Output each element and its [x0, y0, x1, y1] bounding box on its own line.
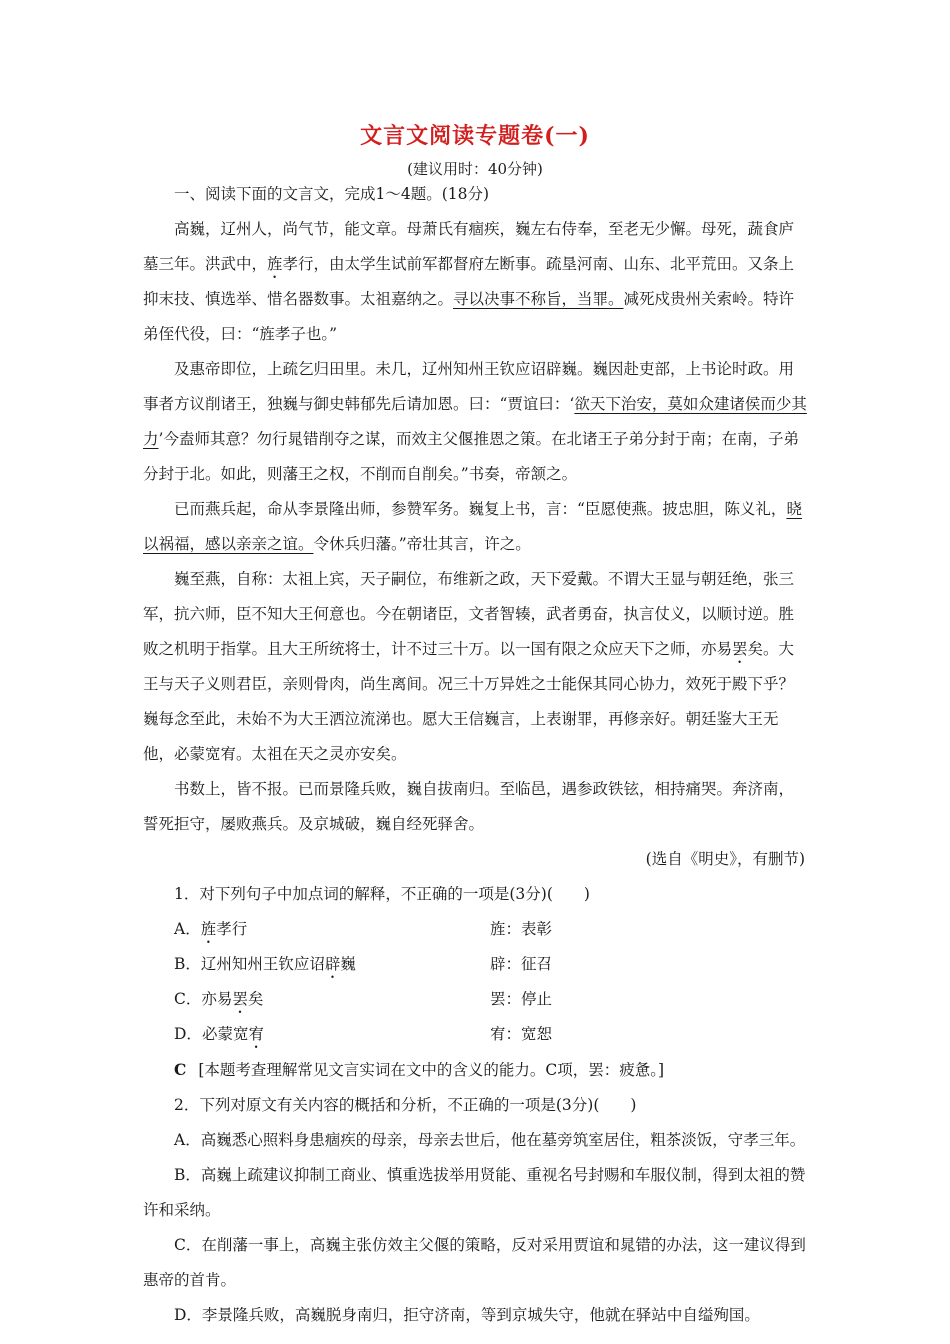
question-1-option-c: C．亦易罢矣 罢：停止 — [174, 990, 553, 1008]
passage-source: (选自《明史》，有删节) — [645, 850, 805, 868]
dotted-word: 旌 — [200, 920, 217, 938]
passage-paragraph-4: 巍至燕，自称：太祖上宾，天子嗣位，布维新之政，天下爱戴。不谓大王显与朝廷绝，张三军，抗六师，臣不知大王何意也。今在朝诸臣，文者智辏，武者勇奋，执言仗义，以顺讨逆。胜败之机明于指掌。且大王所统将士，计不过三十万。以一国有限之众应天下之师，亦易罢矣。大王与天子义则君臣，亲则骨肉，尚生离间。况三十万异姓之士能保其同心协力，效死于殿下乎？巍每念至此，未始不为大王洒泣流涕也。愿大王信巍言，上表谢罪，再修亲好。朝廷鉴大王无他，必蒙宽宥。太祖在天之灵亦安矣。 — [143, 570, 795, 763]
question-1-option-b: B．辽州知州王钦应诏辟巍 辟：征召 — [174, 955, 553, 973]
page-title: 文言文阅读专题卷(一) — [360, 123, 590, 149]
dotted-word: 罢 — [732, 640, 748, 658]
question-1-stem: 1．对下列句子中加点词的解释，不正确的一项是(3分)( ) — [174, 885, 590, 903]
underlined-sentence: 欲天下治安，莫如众建诸侯而少其力 — [143, 395, 807, 448]
dotted-word: 宥 — [248, 1025, 264, 1043]
question-1-option-a: A．旌孝行 旌：表彰 — [174, 920, 553, 938]
dotted-word: 罢 — [232, 990, 248, 1008]
passage-paragraph-2: 及惠帝即位，上疏乞归田里。未几，辽州知州王钦应诏辟巍。巍因赴吏部，上书论时政。用事者方议削诸王，独巍与御史韩郁先后请加恩。曰：“贾谊曰：‘欲天下治安，莫如众建诸侯而少其力’今盍师其意？勿行晁错削夺之谋，而效主父偃推恩之策。在北诸王子弟分封于南；在南，子弟分封于北。如此，则藩王之权，不削而自削矣。”书奏，帝颔之。 — [143, 360, 807, 483]
dotted-word: 辟 — [324, 955, 341, 973]
question-2-stem: 2．下列对原文有关内容的概括和分析，不正确的一项是(3分)( ) — [174, 1096, 637, 1114]
question-1-answer: C [本题考查理解常见文言实词在文中的含义的能力。C项，罢：疲惫。] — [174, 1060, 665, 1079]
underlined-sentence: 寻以决事不称旨，当罪。 — [453, 290, 624, 308]
dotted-word: 旌 — [267, 255, 283, 273]
question-2-option-b: B．高巍上疏建议抑制工商业、慎重选拔举用贤能、重视名号封赐和车服仪制，得到太祖的赞许和采纳。 — [143, 1166, 806, 1219]
passage-paragraph-3: 已而燕兵起，命从李景隆出师，参赞军务。巍复上书，言：“臣愿使燕。披忠胆，陈义礼，晓以祸福，感以亲亲之谊。令休兵归藩。”帝壮其言，许之。 — [143, 500, 802, 553]
section-instruction: 一、阅读下面的文言文，完成1～4题。(18分) — [174, 185, 490, 203]
question-2-option-a: A．高巍悉心照料身患痼疾的母亲，母亲去世后，他在墓旁筑室居住，粗茶淡饭，守孝三年。 — [174, 1131, 806, 1149]
passage-paragraph-1: 高巍，辽州人，尚气节，能文章。母萧氏有痼疾，巍左右侍奉，至老无少懈。母死，蔬食庐墓三年。洪武中，旌孝行，由太学生试前军都督府左断事。疏垦河南、山东、北平荒田。又条上抑末技、慎选举、惜名器数事。太祖嘉纳之。寻以决事不称旨，当罪。减死戍贵州关索岭。特许弟侄代役，曰：“旌孝子也。” — [143, 220, 795, 343]
page-subtitle: (建议用时：40分钟) — [407, 160, 543, 178]
underlined-sentence: 晓以祸福，感以亲亲之谊。 — [143, 500, 802, 553]
question-1-option-d: D．必蒙宽宥 宥：宽恕 — [174, 1025, 553, 1043]
question-2-option-c: C．在削藩一事上，高巍主张仿效主父偃的策略，反对采用贾谊和晁错的办法，这一建议得到惠帝的首肯。 — [143, 1236, 806, 1289]
reading-passage — [143, 177, 807, 1333]
passage-paragraph-5: 书数上，皆不报。已而景隆兵败，巍自拔南归。至临邑，遇参政铁铉，相持痛哭。奔济南，誓死拒守，屡败燕兵。及京城破，巍自经死驿舍。 — [143, 780, 795, 833]
question-2-option-d: D．李景隆兵败，高巍脱身南归，拒守济南，等到京城失守，他就在驿站中自缢殉国。 — [174, 1306, 760, 1324]
